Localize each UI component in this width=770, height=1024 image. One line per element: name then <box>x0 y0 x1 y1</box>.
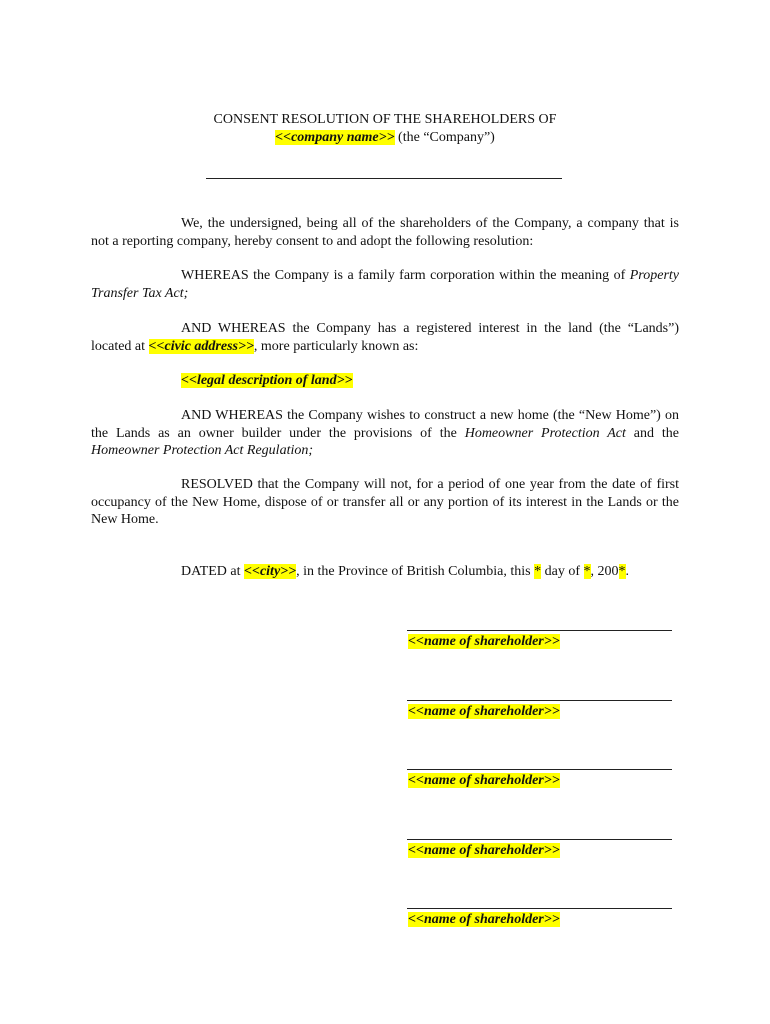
year-placeholder: * <box>618 564 626 579</box>
whereas-paragraph-1 <box>91 267 679 302</box>
legal-description-placeholder: <<legal description of land>> <box>181 373 353 388</box>
signature-name <box>408 911 560 928</box>
whereas-1-text: WHEREAS the Company is a family farm corporation within the meaning of <box>181 268 630 283</box>
civic-address-placeholder: <<civic address>> <box>148 338 254 354</box>
signature-line <box>407 630 672 631</box>
signature-name <box>408 772 560 789</box>
signature-name <box>408 633 560 650</box>
dated-end: . <box>625 564 630 579</box>
whereas-paragraph-2 <box>91 320 679 355</box>
dated-day-of: day of <box>541 564 584 579</box>
signature-line <box>407 908 672 909</box>
dated-line <box>91 563 679 581</box>
day-placeholder: * <box>534 564 542 579</box>
company-suffix: (the “Company”) <box>394 130 495 145</box>
legal-description-paragraph <box>91 372 679 390</box>
shareholder-name-placeholder: <<name of shareholder>> <box>408 843 560 858</box>
signature-name <box>408 842 560 859</box>
document-title <box>0 111 770 147</box>
resolved-paragraph <box>91 476 679 529</box>
whereas-paragraph-3 <box>91 407 679 460</box>
shareholder-name-placeholder: <<name of shareholder>> <box>408 704 560 719</box>
city-placeholder: <<city>> <box>244 564 297 579</box>
whereas-2-tail: , more particularly known as: <box>253 338 419 354</box>
dated-mid: , in the Province of British Columbia, this <box>296 564 535 579</box>
signature-line <box>407 769 672 770</box>
whereas-2-text: AND WHEREAS the Company has a registered interest in the land (the “Lands”) located at <box>91 321 679 354</box>
act-name-ptt: Property Transfer Tax Act; <box>91 268 679 301</box>
whereas-3-text: AND WHEREAS the Company wishes to construct a new home (the “New Home”) on the Lands as an owner builder under the provisions of the <box>91 408 679 441</box>
title-line-2 <box>0 129 770 147</box>
intro-text: We, the undersigned, being all of the shareholders of the Company, a company that is not a reporting company, hereby consent to and adopt the following resolution: <box>91 216 679 249</box>
shareholder-name-placeholder: <<name of shareholder>> <box>408 634 560 649</box>
title-divider <box>206 178 562 179</box>
shareholder-name-placeholder: <<name of shareholder>> <box>408 912 560 927</box>
month-placeholder: * <box>583 564 591 579</box>
dated-year: , 200 <box>590 564 619 579</box>
signature-line <box>407 700 672 701</box>
whereas-3-mid: and the <box>625 425 680 441</box>
act-name-hpa: Homeowner Protection Act <box>464 425 626 441</box>
signature-line <box>407 839 672 840</box>
title-line-1: CONSENT RESOLUTION OF THE SHAREHOLDERS OF <box>213 112 557 127</box>
intro-paragraph <box>91 215 679 250</box>
dated-prefix: DATED at <box>181 564 244 579</box>
resolved-text: RESOLVED that the Company will not, for a period of one year from the date of first occupancy of the New Home, dispose of or transfer all or any portion of its interest in the Lands or the New Home. <box>91 477 679 527</box>
regulation-name-hpa: Homeowner Protection Act Regulation; <box>91 443 314 458</box>
shareholder-name-placeholder: <<name of shareholder>> <box>408 773 560 788</box>
company-name-placeholder: <<company name>> <box>275 130 395 145</box>
signature-name <box>408 703 560 720</box>
